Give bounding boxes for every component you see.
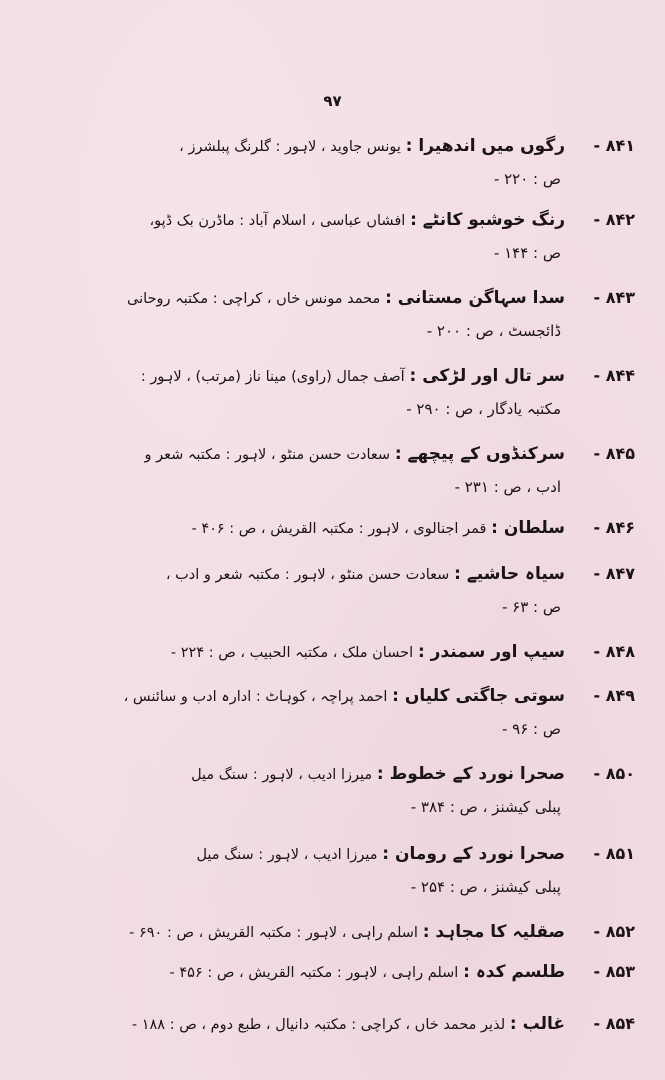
entry-details: سعادت حسن منٹو ، لاہور : مکتبہ شعر و (144, 447, 391, 463)
entry-line (25, 956, 565, 989)
entry-title: صحرا نورد کے رومان : (382, 844, 565, 864)
list-item (25, 636, 635, 680)
entry-number: ۸۵۴ - (593, 1014, 635, 1033)
list-item (25, 438, 635, 512)
entry-line (25, 204, 565, 237)
entry-line (25, 360, 565, 393)
entry-title: سلطان : (491, 518, 565, 538)
entry-continuation: ص : ۹۶ - (501, 720, 561, 738)
list-item (25, 282, 635, 360)
entry-details: یونس جاوید ، لاہور : گلرنگ پبلشرز ، (179, 139, 401, 155)
list-item (25, 512, 635, 558)
entry-title: سیاہ حاشیے : (454, 564, 565, 584)
entry-details: آصف جمال (راوی) مینا ناز (مرتب) ، لاہور : (140, 369, 405, 385)
entry-line (25, 512, 565, 545)
list-item (25, 956, 635, 1008)
entry-continuation: ص : ۱۴۴ - (493, 244, 561, 262)
list-item (25, 1008, 635, 1048)
entry-continuation: ادب ، ص : ۲۳۱ - (454, 478, 561, 496)
entry-continuation: ڈائجسٹ ، ص : ۲۰۰ - (426, 322, 561, 340)
entry-title: سدا سہاگن مستانی : (385, 288, 565, 308)
entry-details: افشاں عباسی ، اسلام آباد : ماڈرن بک ڈپو، (149, 213, 406, 229)
entry-title: سرکنڈوں کے پیچھے : (394, 444, 565, 464)
entry-number: ۸۵۲ - (593, 922, 635, 941)
entry-continuation: پبلی کیشنز ، ص : ۲۵۴ - (410, 878, 561, 896)
entry-details: میرزا ادیب ، لاہور : سنگ میل (196, 847, 378, 863)
entry-number: ۸۴۸ - (593, 642, 635, 661)
entry-title: رنگ خوشبو کانٹے : (410, 210, 565, 230)
entry-title: صحرا نورد کے خطوط : (376, 764, 565, 784)
entry-title: غالب : (509, 1014, 565, 1034)
page-number: ۹۷ (323, 92, 342, 110)
entry-line (25, 680, 565, 713)
entry-number: ۸۴۲ - (593, 210, 635, 229)
entry-title: سوتی جاگتی کلیاں : (392, 686, 565, 706)
list-item (25, 916, 635, 956)
entry-details: سعادت حسن منٹو ، لاہور : مکتبہ شعر و ادب ، (165, 567, 450, 583)
entry-details: لذیر محمد خاں ، کراچی : مکتبہ دانیال ، طبع دوم ، ص : ۱۸۸ - (131, 1017, 506, 1033)
bibliography-list (25, 130, 635, 1048)
entry-title: صقلیہ کا مجاہد : (422, 922, 565, 942)
list-item (25, 680, 635, 758)
entry-number: ۸۴۴ - (593, 366, 635, 385)
entry-number: ۸۴۷ - (593, 564, 635, 583)
entry-line (25, 636, 565, 669)
entry-title: رگوں میں اندھیرا : (405, 136, 565, 156)
entry-number: ۸۴۹ - (593, 686, 635, 705)
entry-continuation: پبلی کیشنز ، ص : ۳۸۴ - (410, 798, 561, 816)
list-item (25, 838, 635, 916)
entry-continuation: مکتبہ یادگار ، ص : ۲۹۰ - (406, 400, 561, 418)
list-item (25, 558, 635, 636)
entry-number: ۸۴۱ - (593, 136, 635, 155)
entry-line (25, 916, 565, 949)
entry-line (25, 758, 565, 791)
entry-line (25, 130, 565, 163)
entry-details: قمر اجنالوی ، لاہور : مکتبہ القریش ، ص : ۴۰۶ - (191, 521, 487, 537)
entry-number: ۸۵۱ - (593, 844, 635, 863)
entry-number: ۸۴۳ - (593, 288, 635, 307)
list-item (25, 360, 635, 438)
list-item (25, 130, 635, 204)
entry-continuation: ص : ۶۳ - (501, 598, 561, 616)
entry-details: اسلم راہی ، لاہور : مکتبہ القریش ، ص : ۶۹۰ - (129, 925, 418, 941)
entry-number: ۸۴۶ - (593, 518, 635, 537)
entry-line (25, 838, 565, 871)
entry-line (25, 558, 565, 591)
entry-line (25, 438, 565, 471)
entry-details: اسلم راہی ، لاہور : مکتبہ القریش ، ص : ۴۵۶ - (169, 965, 459, 981)
entry-details: احسان ملک ، مکتبہ الحبیب ، ص : ۲۲۴ - (170, 645, 414, 661)
entry-title: سر تال اور لڑکی : (409, 366, 565, 386)
entry-number: ۸۵۳ - (593, 962, 635, 981)
entry-title: طلسم کدہ : (463, 962, 565, 982)
entry-details: احمد پراچہ ، کوہاٹ : ادارہ ادب و سائنس ، (123, 689, 388, 705)
entry-details: میرزا ادیب ، لاہور : سنگ میل (191, 767, 373, 783)
entry-line (25, 1008, 565, 1041)
entry-continuation: ص : ۲۲۰ - (493, 170, 561, 188)
entry-number: ۸۴۵ - (593, 444, 635, 463)
entry-title: سیپ اور سمندر : (417, 642, 565, 662)
entry-line (25, 282, 565, 315)
entry-number: ۸۵۰ - (593, 764, 635, 783)
list-item (25, 758, 635, 838)
entry-details: محمد مونس خاں ، کراچی : مکتبہ روحانی (127, 291, 381, 307)
list-item (25, 204, 635, 282)
